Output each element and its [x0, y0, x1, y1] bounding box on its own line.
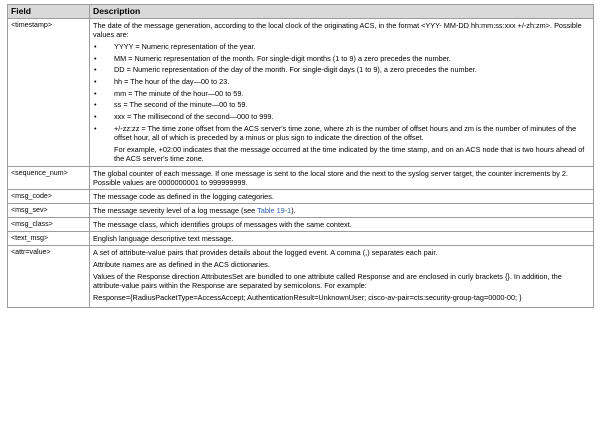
list-item — [93, 42, 590, 51]
list-item — [93, 89, 590, 98]
field-name-text-msg: <text_msg> — [8, 231, 90, 245]
bullet-icon: • — [94, 77, 97, 87]
list-item-text: YYYY = Numeric representation of the year. — [114, 42, 256, 51]
description-column-header: Description — [90, 5, 594, 19]
description-timestamp — [90, 19, 594, 167]
timestamp-example: For example, +02:00 indicates that the message occurred at the time indicated by the time stamp, and on an ACS node that is two hours ahead of the ACS server's time zone. — [114, 144, 585, 163]
description-sequence-num: The global counter of each message. If one message is sent to the local store and the next to the syslog server target, the counter increments by 2. Possible values are 0000000001 to 999999999. — [90, 166, 594, 189]
field-name-timestamp: <timestamp> — [8, 19, 90, 167]
list-item-text: mm = The minute of the hour—00 to 59. — [114, 88, 244, 98]
description-msg-class: The message class, which identifies groups of messages with the same context. — [90, 217, 594, 231]
attr-value-paragraph: Attribute names are as defined in the ACS dictionaries. — [93, 259, 270, 269]
list-item-text: +/-zz:zz = The time zone offset from the ACS server's time zone, where zh is the number of offset hours and zm is the number of minutes of the offset hour, all of which is preceded by a minus or plus sign to indicate the direction of the offset. — [114, 123, 577, 142]
table-row-text-msg — [8, 231, 594, 245]
table-row-sequence-num — [8, 166, 594, 189]
table-row-attr-value — [8, 245, 594, 307]
list-item — [93, 54, 590, 63]
description-text-msg: English language descriptive text message. — [90, 231, 594, 245]
field-column-header: Field — [8, 5, 90, 19]
table-19-1-link[interactable]: Table 19-1 — [257, 205, 292, 215]
table-row-timestamp — [8, 19, 594, 167]
field-name-msg-code: <msg_code> — [8, 189, 90, 203]
list-item-text: ss = The second of the minute—00 to 59. — [114, 100, 248, 110]
field-name-sequence-num: <sequence_num> — [8, 166, 90, 189]
description-attr-value — [90, 245, 594, 307]
bullet-icon: • — [94, 53, 97, 63]
timestamp-intro: The date of the message generation, according to the local clock of the originating ACS, in the format <YYY- MM-DD hh:mm:ss:xxx +/-zh:zm>. Possible values are: — [93, 21, 582, 39]
field-name-attr-value: <attr=value> — [8, 245, 90, 307]
bullet-icon: • — [94, 65, 97, 75]
table-header-row — [8, 5, 594, 19]
table-row-msg-class — [8, 217, 594, 231]
table-row-msg-code — [8, 189, 594, 203]
list-item — [93, 65, 590, 74]
list-item-text: DD = Numeric representation of the day of the month. For single-digit days (1 to 9), a zero precedes the number. — [114, 65, 477, 75]
list-item — [93, 100, 590, 109]
field-name-msg-sev: <msg_sev> — [8, 203, 90, 217]
msg-sev-text-after: ). — [291, 205, 296, 215]
list-item — [93, 112, 590, 121]
bullet-icon: • — [94, 123, 97, 133]
list-item — [93, 124, 590, 142]
list-item-text: MM = Numeric representation of the month. For single-digit months (1 to 9) a zero precedes the number. — [114, 53, 451, 63]
list-item-text: xxx = The millisecond of the second—000 to 999. — [114, 112, 274, 122]
table-row-msg-sev — [8, 203, 594, 217]
msg-sev-text-before: The message severity level of a log message (see — [93, 205, 258, 215]
attr-value-paragraph: Values of the Response direction AttributesSet are bundled to one attribute called Response and are enclosed in curly brackets {}. In addition, the attribute-value pairs within the Response are separated by semicolons. For example: — [93, 271, 562, 290]
field-description-table — [7, 4, 594, 308]
timestamp-value-list — [93, 42, 590, 142]
description-msg-sev — [90, 203, 594, 217]
attr-value-example: Response={RadiusPacketType=AccessAccept; AuthenticationResult=UnknownUser; cisco-av-pair=cts:security-group-tag=0000-00; } — [93, 292, 522, 302]
bullet-icon: • — [94, 88, 97, 98]
list-item-text: hh = The hour of the day—00 to 23. — [114, 77, 230, 87]
description-msg-code: The message code as defined in the logging categories. — [90, 189, 594, 203]
field-name-msg-class: <msg_class> — [8, 217, 90, 231]
bullet-icon: • — [94, 100, 97, 110]
attr-value-paragraph: A set of attribute-value pairs that provides details about the logged event. A comma (,) separates each pair. — [93, 247, 438, 257]
bullet-icon: • — [94, 42, 97, 51]
bullet-icon: • — [94, 112, 97, 122]
field-description-table-wrapper — [7, 4, 593, 308]
list-item — [93, 77, 590, 86]
